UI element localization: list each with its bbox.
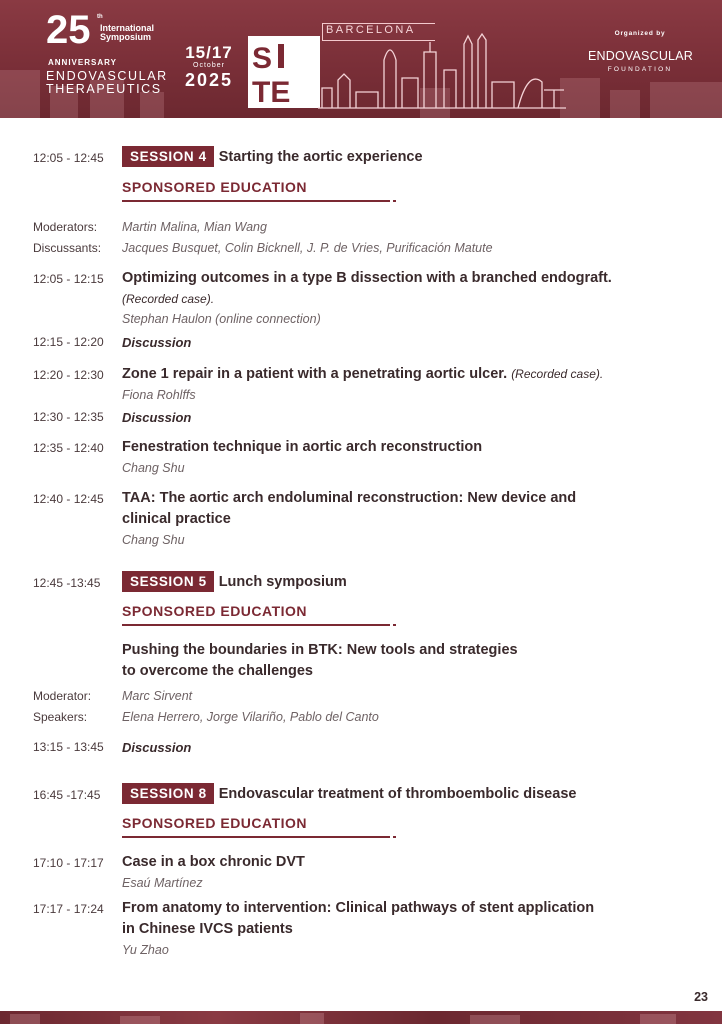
talk-speaker: Esaú Martínez — [122, 876, 203, 890]
barcelona-skyline-icon — [318, 30, 566, 110]
talk-speaker: Yu Zhao — [122, 943, 169, 957]
moderator-name: Marc Sirvent — [122, 689, 193, 703]
event-days: 15/17 — [185, 43, 233, 62]
section-divider — [122, 200, 390, 202]
anniversary-number: 25 — [46, 8, 91, 52]
item-time: 12:15 - 12:20 — [33, 335, 104, 349]
symposium-label: International Symposium — [100, 23, 155, 42]
talk-title: Case in a box chronic DVT — [122, 854, 305, 870]
organized-by-label: Organized by — [614, 30, 666, 37]
discussants-label: Discussants: — [33, 241, 102, 255]
event-name: ENDOVASCULAR THERAPEUTICS — [46, 69, 168, 96]
anniversary-label: ANNIVERSARY — [48, 58, 117, 67]
item-time: 12:40 - 12:45 — [33, 492, 104, 506]
talk-title-line-2: to overcome the challenges — [122, 663, 313, 679]
session-title: Lunch symposium — [218, 573, 347, 590]
section-divider — [122, 624, 390, 626]
talk-title-line-1: From anatomy to intervention: Clinical pathways of stent application — [122, 900, 595, 916]
talk-title-line-2: in Chinese IVCS patients — [122, 921, 293, 937]
talk-note: (Recorded case). — [122, 292, 215, 306]
session-badge: SESSION 4 — [122, 146, 214, 167]
talk-title-line-2: clinical practice — [122, 511, 231, 527]
session-time: 12:05 - 12:45 — [33, 151, 104, 165]
item-time: 17:10 - 17:17 — [33, 856, 104, 870]
session-title: Endovascular treatment of thromboembolic disease — [218, 785, 577, 802]
sponsored-label: SPONSORED EDUCATION — [122, 603, 308, 619]
discussion-label: Discussion — [122, 410, 192, 425]
sponsored-label: SPONSORED EDUCATION — [122, 179, 308, 195]
organizer-logo — [588, 30, 692, 73]
discussants-names: Jacques Busquet, Colin Bicknell, J. P. de Vries, Purificación Matute — [122, 241, 493, 255]
page-number: 23 — [694, 990, 708, 1004]
footer-photo-texture — [0, 1011, 722, 1024]
speakers-names: Elena Herrero, Jorge Vilariño, Pablo del Canto — [122, 710, 379, 724]
moderators-names: Martin Malina, Mian Wang — [122, 220, 267, 234]
talk-speaker: Stephan Haulon (online connection) — [122, 312, 321, 326]
section-divider — [122, 836, 390, 838]
item-time: 12:30 - 12:35 — [33, 410, 104, 424]
anniversary-suffix: th — [97, 14, 103, 20]
sponsored-label: SPONSORED EDUCATION — [122, 815, 308, 831]
item-time: 12:20 - 12:30 — [33, 368, 104, 382]
discussion-label: Discussion — [122, 335, 192, 350]
session-time: 16:45 -17:45 — [33, 788, 101, 802]
organizer-sub: FOUNDATION — [607, 66, 673, 73]
event-dates — [174, 44, 244, 90]
header-banner — [0, 0, 722, 118]
item-time: 13:15 - 13:45 — [33, 740, 104, 754]
discussion-label: Discussion — [122, 740, 192, 755]
talk-title: Zone 1 repair in a patient with a penetrating aortic ulcer. — [122, 366, 508, 382]
talk-title: Fenestration technique in aortic arch reconstruction — [122, 439, 483, 455]
item-time: 12:05 - 12:15 — [33, 272, 104, 286]
talk-speaker: Chang Shu — [122, 533, 185, 547]
talk-note: (Recorded case). — [511, 367, 604, 381]
footer-strip — [0, 1011, 722, 1024]
talk-speaker: Chang Shu — [122, 461, 185, 475]
site-logo — [248, 36, 320, 108]
talk-speaker: Fiona Rohlffs — [122, 388, 196, 402]
event-year: 2025 — [184, 70, 234, 90]
session-time: 12:45 -13:45 — [33, 576, 101, 590]
session-title: Starting the aortic experience — [218, 148, 423, 165]
item-time: 17:17 - 17:24 — [33, 902, 104, 916]
talk-title-line-1: TAA: The aortic arch endoluminal reconstruction: New device and — [122, 490, 577, 506]
city-name: BARCELONA — [326, 24, 416, 36]
moderators-label: Moderators: — [33, 220, 98, 234]
svg-text:TE: TE — [252, 76, 291, 108]
moderator-label: Moderator: — [33, 689, 92, 703]
session-badge: SESSION 8 — [122, 783, 214, 804]
svg-text:S: S — [252, 42, 273, 75]
session-badge: SESSION 5 — [122, 571, 214, 592]
event-month: October — [193, 62, 225, 69]
talk-title-line-1: Pushing the boundaries in BTK: New tools and strategies — [122, 642, 518, 658]
item-time: 12:35 - 12:40 — [33, 441, 104, 455]
organizer-name: ENDOVASCULAR — [588, 49, 693, 63]
talk-title: Optimizing outcomes in a type B dissection with a branched endograft. — [122, 270, 612, 286]
speakers-label: Speakers: — [33, 710, 88, 724]
